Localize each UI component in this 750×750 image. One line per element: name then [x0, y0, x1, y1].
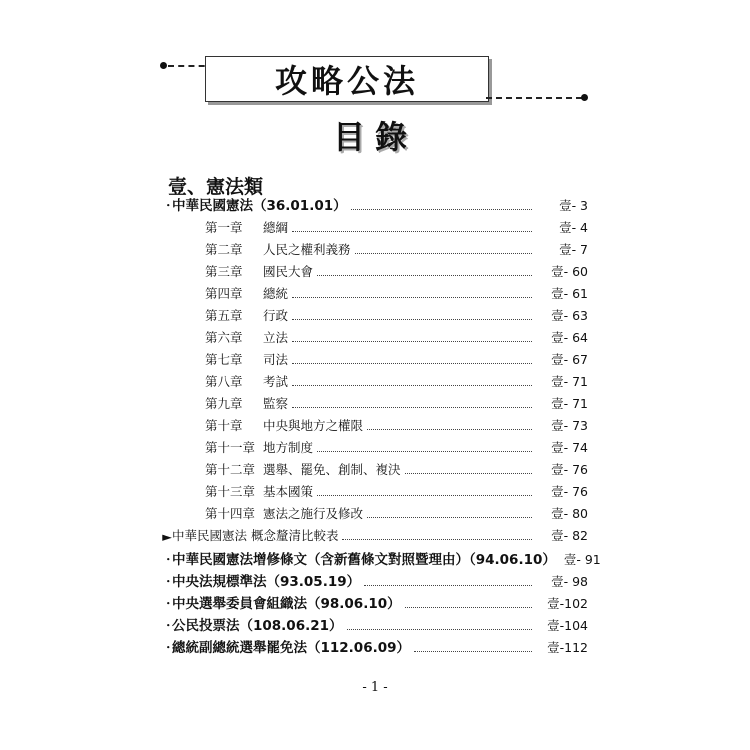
chapter-number: 第九章: [205, 396, 243, 411]
chapter-number: 第一章: [205, 220, 243, 235]
chapter-number: 第二章: [205, 242, 243, 257]
toc-chapter-row: [0, 368, 750, 390]
page-reference: 壹- 7: [559, 242, 588, 257]
dot-leader: [292, 341, 532, 342]
dot-leader: [317, 275, 532, 276]
toc-entry-label: [205, 482, 313, 500]
toc-entry-label: [205, 262, 313, 280]
chapter-title: 基本國策: [263, 484, 314, 499]
toc-chapter-row: [0, 434, 750, 456]
dot-bullet-icon: ・: [162, 198, 175, 213]
chapter-number: 第八章: [205, 374, 243, 389]
toc-entry-row: [0, 612, 750, 634]
page-reference: 壹- 82: [551, 528, 588, 543]
entry-title: 中華民國憲法增修條文（含新舊條文對照暨理由）（94.06.10）: [172, 552, 556, 568]
chapter-number: 第三章: [205, 264, 243, 279]
page-reference: 壹- 63: [551, 308, 588, 323]
page-number: - 1 -: [362, 680, 388, 695]
page-reference: 壹-102: [547, 596, 588, 611]
toc-chapter-row: [0, 412, 750, 434]
page-reference: 壹- 60: [551, 264, 588, 279]
toc-entry-label: [162, 548, 556, 568]
toc-entry-row: [0, 590, 750, 612]
page-reference: 壹- 74: [551, 440, 588, 455]
toc-chapter-row: [0, 280, 750, 302]
toc-entry-row: [0, 634, 750, 656]
toc-chapter-row: [0, 214, 750, 236]
triangle-bullet-icon: ►: [162, 529, 172, 544]
decor-dot-left: [160, 62, 167, 69]
chapter-number: 第十二章: [205, 462, 256, 477]
toc-chapter-row: [0, 258, 750, 280]
entry-title: 總統副總統選舉罷免法（112.06.09）: [172, 640, 411, 656]
dot-leader: [405, 473, 532, 474]
toc-entry-row: [0, 522, 750, 544]
chapter-number: 第六章: [205, 330, 243, 345]
toc-entry-label: [205, 372, 288, 390]
dot-leader: [367, 429, 532, 430]
toc-entry-label: [205, 306, 288, 324]
chapter-title: 地方制度: [263, 440, 314, 455]
dot-leader: [351, 209, 532, 210]
toc-entry-label: [162, 614, 343, 634]
chapter-title: 行政: [263, 308, 289, 323]
dot-leader: [347, 629, 532, 630]
dot-bullet-icon: ・: [162, 640, 175, 655]
page-reference: 壹-112: [547, 640, 588, 655]
toc-entry-label: [205, 218, 288, 236]
dot-bullet-icon: ・: [162, 618, 175, 633]
toc-entry-label: [205, 240, 351, 258]
page-reference: 壹- 80: [551, 506, 588, 521]
dot-leader: [414, 651, 532, 652]
toc-chapter-row: [0, 500, 750, 522]
chapter-title: 總綱: [263, 220, 289, 235]
page-reference: 壹- 71: [551, 374, 588, 389]
toc-chapter-row: [0, 302, 750, 324]
section-heading: 壹、憲法類: [168, 176, 264, 198]
chapter-title: 總統: [263, 286, 289, 301]
chapter-title: 憲法之施行及修改: [263, 506, 364, 521]
page-reference: 壹-104: [547, 618, 588, 633]
chapter-number: 第七章: [205, 352, 243, 367]
toc-entry-label: [162, 636, 410, 656]
page-reference: 壹- 71: [551, 396, 588, 411]
page-reference: 壹- 61: [551, 286, 588, 301]
toc-chapter-row: [0, 324, 750, 346]
toc-entry-label: [205, 350, 288, 368]
entry-title: 中央選舉委員會組織法（98.06.10）: [172, 596, 401, 612]
chapter-number: 第十三章: [205, 484, 256, 499]
dot-leader: [364, 585, 532, 586]
page-title: 攻略公法: [205, 56, 489, 102]
chapter-number: 第十章: [205, 418, 243, 433]
chapter-title: 國民大會: [263, 264, 314, 279]
page-reference: 壹- 76: [551, 462, 588, 477]
toc-chapter-row: [0, 390, 750, 412]
chapter-number: 第十一章: [205, 440, 256, 455]
dot-leader: [342, 539, 532, 540]
page-reference: 壹- 91: [563, 552, 601, 567]
dot-bullet-icon: ・: [162, 574, 175, 589]
page-reference: 壹- 98: [551, 574, 588, 589]
decor-dash-right: [486, 97, 582, 99]
entry-title: 中華民國憲法 概念釐清比較表: [172, 528, 339, 543]
toc-entry-label: [162, 592, 401, 612]
page-reference: 壹- 67: [551, 352, 588, 367]
toc-entry-label: [162, 570, 360, 590]
dot-leader: [292, 297, 532, 298]
chapter-title: 選舉、罷免、創制、複決: [263, 462, 401, 477]
toc-entry-label: [205, 460, 401, 478]
chapter-title: 監察: [263, 396, 289, 411]
toc-chapter-row: [0, 456, 750, 478]
page-reference: 壹- 4: [559, 220, 588, 235]
toc-heading: 目錄: [332, 118, 417, 156]
dot-leader: [317, 495, 532, 496]
toc-entry-label: [205, 504, 363, 522]
dot-leader: [292, 363, 532, 364]
toc-entry-label: [205, 438, 313, 456]
toc-entry-row: [0, 546, 750, 568]
page-reference: 壹- 3: [559, 198, 588, 213]
dot-leader: [317, 451, 532, 452]
entry-title: 中央法規標準法（93.05.19）: [172, 574, 361, 590]
toc-entry-label: [205, 328, 288, 346]
entry-title: 中華民國憲法（36.01.01）: [172, 198, 347, 214]
toc-entry-label: [205, 394, 288, 412]
chapter-title: 中央與地方之權限: [263, 418, 364, 433]
decor-dot-right: [581, 94, 588, 101]
toc-entry-label: [205, 284, 288, 302]
toc-entry-row: [0, 192, 750, 214]
chapter-title: 立法: [263, 330, 289, 345]
dot-leader: [292, 407, 532, 408]
page-reference: 壹- 64: [551, 330, 588, 345]
chapter-number: 第五章: [205, 308, 243, 323]
chapter-title: 考試: [263, 374, 289, 389]
toc-entry-label: [162, 194, 347, 214]
toc-chapter-row: [0, 236, 750, 258]
toc-entry-row: [0, 568, 750, 590]
entry-title: 公民投票法（108.06.21）: [172, 618, 343, 634]
dot-bullet-icon: ・: [162, 596, 175, 611]
dot-leader: [405, 607, 532, 608]
toc-entry-label: [205, 416, 363, 434]
chapter-title: 司法: [263, 352, 289, 367]
chapter-title: 人民之權利義務: [263, 242, 351, 257]
toc-chapter-row: [0, 346, 750, 368]
page-reference: 壹- 73: [551, 418, 588, 433]
toc-entry-label: [162, 526, 338, 544]
toc-chapter-row: [0, 478, 750, 500]
dot-bullet-icon: ・: [162, 552, 175, 567]
dot-leader: [355, 253, 532, 254]
chapter-number: 第十四章: [205, 506, 256, 521]
dot-leader: [292, 231, 532, 232]
page-reference: 壹- 76: [551, 484, 588, 499]
dot-leader: [292, 319, 532, 320]
chapter-number: 第四章: [205, 286, 243, 301]
dot-leader: [367, 517, 532, 518]
dot-leader: [292, 385, 532, 386]
